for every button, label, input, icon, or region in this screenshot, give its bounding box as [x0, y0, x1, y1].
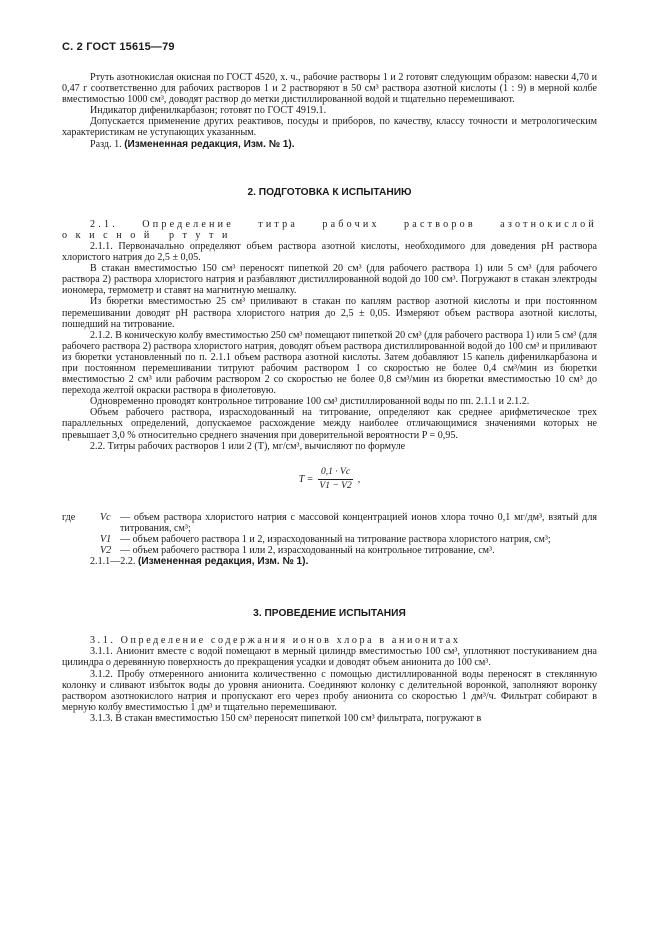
paragraph-reagents-allowed: Допускается применение других реактивов, посуды и приборов, по качеству, классу точности и метрологическим характеристикам не уступающих указанным.: [62, 116, 597, 139]
subsection-2-1-heading: 2.1. Определение титра рабочих растворов азотнокислой: [90, 218, 597, 230]
paragraph-2-1-2: 2.1.2. В коническую колбу вместимостью 250 см³ помещают пипеткой 20 см³ (для рабочего раствора 1) или 5 см³ (для рабочего раствора 2) раствора хлористого натрия, доводят объем раствора дистиллированной водой до 100 см³ и приливают из бюретки установленный по п. 2.1.1 объем раствора азотной кислоты. Затем добавляют 15 капель дифенилкарбазона и при постоянном перемешивании титруют рабочим раствором 1 со скоростью не более 0,4 см³/мин из бюретки вместимостью 2 см³ или рабочим раствором 2 со скоростью не более 0,8 см³/мин из бюретки вместимостью 10 см³ до перехода желтой окраски раствора в фиолетовую.: [62, 329, 597, 397]
page-header: С. 2 ГОСТ 15615—79: [62, 41, 175, 53]
where-symbol: Vc: [100, 511, 111, 523]
paragraph-2-1-2-mean: Объем рабочего раствора, израсходованный на титрование, определяют как среднее арифметическое трех параллельных определений, допускаемое расхождение между наиболее отличающимися значениями которых не превышает 3,0 % относительно среднего значения при доверительной вероятности P = 0,95.: [62, 407, 597, 441]
formula-denominator: V1 − V2: [319, 481, 352, 492]
where-label: [62, 534, 100, 545]
formula-numerator: 0,1 · Vc: [318, 467, 353, 480]
section-2-title: 2. ПОДГОТОВКА К ИСПЫТАНИЮ: [247, 186, 412, 198]
where-label: где: [62, 511, 76, 523]
subsection-3-1-heading: 3.1. Определение содержания ионов хлора в анионитах: [90, 635, 461, 647]
edit-note-range: 2.1.1—2.2.: [90, 556, 136, 568]
titer-formula: [62, 462, 597, 498]
paragraph-mercury-nitrate: Ртуть азотнокислая окисная по ГОСТ 4520, х. ч., рабочие растворы 1 и 2 готовят следующим образом: навески 4,70 и 0,47 г соответственно для рабочих растворов 1 и 2 растворяют в 50 см³ раствора азотной кислоты (1 : 9) в мерной колбе вместимостью 1000 см³, доводят раствор до метки дистиллированной водой и тщательно перемешивают.: [62, 72, 597, 106]
where-symbol: V2: [100, 545, 112, 556]
where-text: — объем раствора хлористого натрия с массовой концентрацией ионов хлора точно 0,1 мг/дм³, взятый для титрования, см³;: [120, 511, 597, 534]
where-row: [62, 512, 597, 534]
edit-note-section: Разд. 1.: [90, 138, 122, 150]
section-3-title: 3. ПРОВЕДЕНИЕ ИСПЫТАНИЯ: [253, 608, 406, 620]
paragraph-3-1-2: 3.1.2. Пробу отмеренного анионита количественно с помощью дистиллированной воды переносят в стеклянную колонку и сливают избыток воды до уровня анионита. Соединяют колонку с делительной воронкой, заполняют воронку раствором азотнокислого натрия и пропускают его через пробу анионита со скоростью 1 дм³/ч. Фильтрат собирают в мерную колбу вместимостью 1 дм³ и тщательно перемешивают.: [62, 668, 597, 713]
formula-lhs: T =: [298, 474, 314, 486]
where-label: [62, 545, 100, 556]
paragraph-2-1-1-burette: Из бюретки вместимостью 25 см³ приливают в стакан по каплям раствор азотной кислоты и при постоянном перемешивании доводят pH раствора хлористого натрия до 2,5 ± 0,05. Измеряют объем раствора азотной кислоты, пошедший на титрование.: [62, 296, 597, 330]
paragraph-3-1-3: 3.1.3. В стакан вместимостью 150 см³ переносят пипеткой 100 см³ фильтрата, погружают в: [90, 712, 482, 724]
paragraph-2-1-1-beaker: В стакан вместимостью 150 см³ переносят пипеткой 20 см³ (для рабочего раствора 1) или 5 см³ (для рабочего раствора 2) раствора хлористого натрия и разбавляют дистиллированной водой до 100 см³. Погружают в стакан электроды иономера, термометр и ставят на магнитную мешалку.: [62, 263, 597, 297]
paragraph-3-1-1: 3.1.1. Анионит вместе с водой помещают в мерный цилиндр вместимостью 100 см³, уплотняют постукиванием дна цилиндра о деревянную поверхность до прекращения усадки и доводят объем анионита до 100 см³.: [62, 646, 597, 669]
document-body: [62, 72, 597, 724]
where-text: — объем рабочего раствора 1 и 2, израсходованный на титрование раствора хлористого натрия, см³;: [120, 533, 551, 545]
edit-note-bold: (Измененная редакция, Изм. № 1).: [137, 556, 309, 568]
where-symbol: V1: [100, 533, 112, 545]
paragraph-indicator: Индикатор дифенилкарбазон; готовят по ГОСТ 4919.1.: [90, 105, 327, 117]
paragraph-2-1-1: 2.1.1. Первоначально определяют объем раствора азотной кислоты, необходимого для доведения pH раствора хлористого натрия до 2,5 ± 0,05.: [62, 240, 597, 264]
where-row: [62, 545, 597, 556]
formula-fraction: [316, 467, 354, 492]
subsection-2-1-heading-cont: окисной ртути: [62, 229, 237, 241]
where-text: — объем рабочего раствора 1 или 2, израсходованный на контрольное титрование, см³.: [120, 545, 495, 556]
paragraph-edit-note-1: [62, 139, 597, 150]
where-row: [62, 534, 597, 545]
edit-note-bold: (Измененная редакция, Изм. № 1).: [124, 138, 295, 150]
paragraph-2-2: 2.2. Титры рабочих растворов 1 или 2 (T), мг/см³, вычисляют по формуле: [90, 440, 406, 452]
formula-tail: ,: [357, 474, 361, 486]
paragraph-edit-note-2: [62, 556, 597, 567]
paragraph-2-1-2-control: Одновременно проводят контрольное титрование 100 см³ дистиллированной воды по пп. 2.1.1 и 2.1.2.: [90, 396, 530, 408]
